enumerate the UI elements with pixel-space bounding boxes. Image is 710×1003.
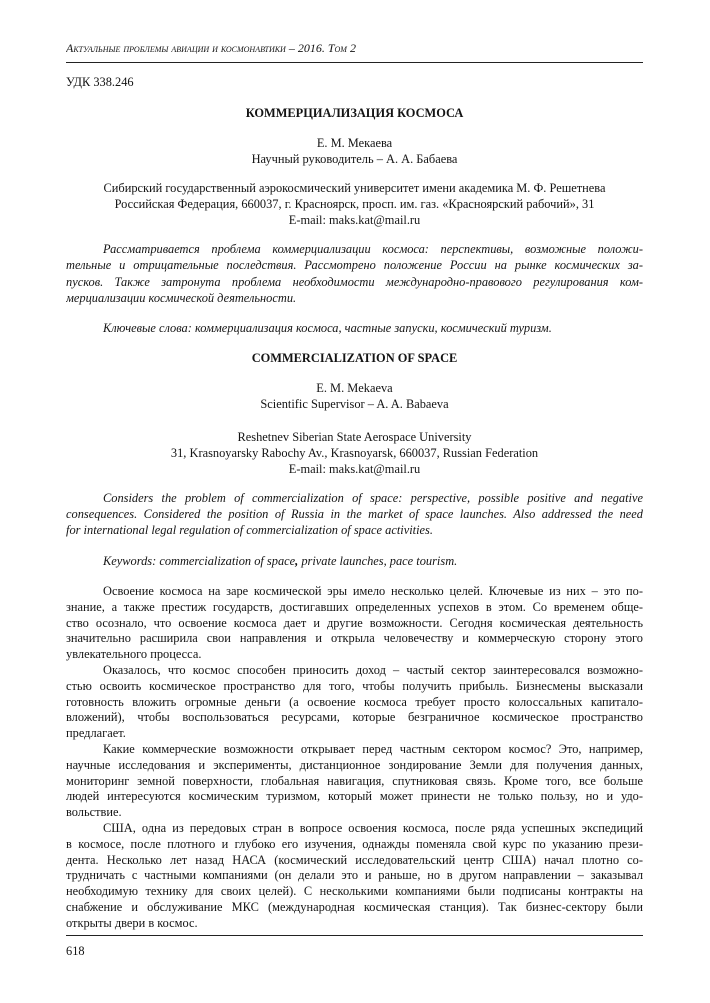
email-en: E-mail: maks.kat@mail.ru bbox=[288, 462, 421, 476]
keywords-en-text: Keywords: commercialization of space bbox=[103, 554, 296, 568]
body-line: знание, а также престиж государств, достигавших определенных успехов в этом. Со временем обще- bbox=[66, 599, 643, 614]
keywords-en bbox=[66, 553, 643, 569]
abstract-line: Рассматривается проблема коммерциализации космоса: перспективы, возможные положи- bbox=[103, 242, 643, 256]
abstract-line: consequences. Considered the position of Russia in the market of space launches. Also addressed the need bbox=[66, 507, 643, 521]
running-header: Актуальные проблемы авиации и космонавтики – 2016. Том 2 bbox=[66, 41, 356, 55]
supervisor-ru: Научный руководитель – А. А. Бабаева bbox=[251, 152, 458, 166]
paragraph bbox=[66, 821, 643, 932]
abstract-line: мерциализации космической деятельности. bbox=[66, 290, 297, 305]
body-line: вольствие. bbox=[66, 805, 122, 820]
abstract-en bbox=[66, 490, 643, 538]
footer-rule bbox=[66, 935, 643, 936]
body-line: трудничать с частными компаниями (он делали это и раньше, но в другом направлении – заказывал bbox=[66, 868, 643, 883]
body-line: открыты двери в космос. bbox=[66, 915, 198, 930]
body-line: вложений), чтобы воспользоваться ресурсами, которые безграничное космическое пространство bbox=[66, 710, 643, 725]
body-line: предлагает. bbox=[66, 726, 126, 741]
body-line: ство осознало, что освоение космоса дает и другие возможности. Сегодня космическая деятельность bbox=[66, 615, 643, 630]
abstract-line: тельные и отрицательные последствия. Рассмотрено положение России на рынке космических за- bbox=[66, 258, 643, 273]
body-line: значительно расширила свои направления и открыла человечеству и коммерческую сторону этого bbox=[66, 631, 643, 646]
supervisor-en: Scientific Supervisor – A. A. Babaeva bbox=[260, 397, 449, 411]
body-line: в космосе, после плотного и глубоко его изучения, однажды поменяла свой курс по указанию прези- bbox=[66, 836, 643, 851]
affiliation-line: Reshetnev Siberian State Aerospace University bbox=[237, 430, 472, 444]
body-line: Какие коммерческие возможности открывает перед частным сектором космос? Это, например, bbox=[103, 741, 643, 756]
abstract-line: for international legal regulation of commercialization of space activities. bbox=[66, 523, 433, 537]
title-ru: КОММЕРЦИАЛИЗАЦИЯ КОСМОСА bbox=[245, 106, 464, 120]
body-line: США, одна из передовых стран в вопросе освоения космоса, после ряда успешных экспедиций bbox=[103, 820, 643, 835]
body-line: Освоение космоса на заре космической эры имело несколько целей. Ключевые из них – это по- bbox=[103, 584, 643, 598]
author-ru: Е. М. Мекаева bbox=[316, 136, 393, 150]
body-line: готовность вложить огромные деньги (а освоение космоса требует просто колоссальных капитало- bbox=[66, 694, 643, 709]
paragraph bbox=[66, 742, 643, 821]
body-text bbox=[66, 584, 643, 932]
header-rule bbox=[66, 62, 643, 63]
body-line: увлекательного процесса. bbox=[66, 647, 202, 662]
page-number: 618 bbox=[66, 944, 85, 958]
udc-code: УДК 338.246 bbox=[66, 75, 134, 89]
keywords-ru: Ключевые слова: коммерциализация космоса, частные запуски, космический туризм. bbox=[103, 321, 552, 335]
body-line: дента. Несколько лет назад НАСА (космический исследовательский центр США) начал плотно со- bbox=[66, 852, 643, 867]
affiliation-line: Российская Федерация, 660037, г. Красноярск, просп. им. газ. «Красноярский рабочий», 31 bbox=[114, 197, 595, 211]
keywords-en-text: private launches, pace tourism. bbox=[298, 554, 458, 568]
paragraph bbox=[66, 663, 643, 742]
body-line: Оказалось, что космос способен приносить доход – частый сектор заинтересовался возможно- bbox=[103, 662, 643, 677]
supervisor-ru-row bbox=[66, 151, 643, 167]
body-line: научные исследования и эксперименты, дистанционное зондирование Земли для получения данных, bbox=[66, 757, 643, 772]
keywords-en-bold-comma: , bbox=[295, 554, 299, 568]
affiliation-ru bbox=[66, 180, 643, 228]
body-line: людей интересуются космическим туризмом, который может принести не только пользу, но и удо- bbox=[66, 789, 643, 804]
body-line: снабжение и обслуживание МКС (международная космическая станция). Так бизнес-сектору были bbox=[66, 899, 643, 914]
body-line: стью освоить космическое пространство для того, чтобы получить прибыль. Бизнесмены высказали bbox=[66, 678, 643, 693]
title-en: COMMERCIALIZATION OF SPACE bbox=[251, 351, 458, 365]
abstract-ru bbox=[66, 241, 643, 306]
affiliation-line: Сибирский государственный аэрокосмический университет имени академика М. Ф. Решетнева bbox=[103, 181, 606, 195]
author-en: E. M. Mekaeva bbox=[316, 381, 393, 395]
abstract-line: Considers the problem of commercialization of space: perspective, possible positive and negative bbox=[103, 491, 643, 505]
paragraph bbox=[66, 584, 643, 663]
body-line: мониторинг земной поверхности, глобальная навигация, спутниковая связь. Кроме того, все больше bbox=[66, 773, 643, 788]
affiliation-en bbox=[66, 429, 643, 477]
abstract-line: пусков. Также затронута проблема необходимости международно-правового регулирования ком- bbox=[66, 274, 643, 289]
body-line: необходимую технику для своих целей). С несколькими компаниями были подписаны контракты на bbox=[66, 884, 643, 899]
email-ru: E-mail: maks.kat@mail.ru bbox=[288, 213, 421, 227]
affiliation-line: 31, Krasnoyarsky Rabochy Av., Krasnoyarsk, 660037, Russian Federation bbox=[170, 446, 539, 460]
